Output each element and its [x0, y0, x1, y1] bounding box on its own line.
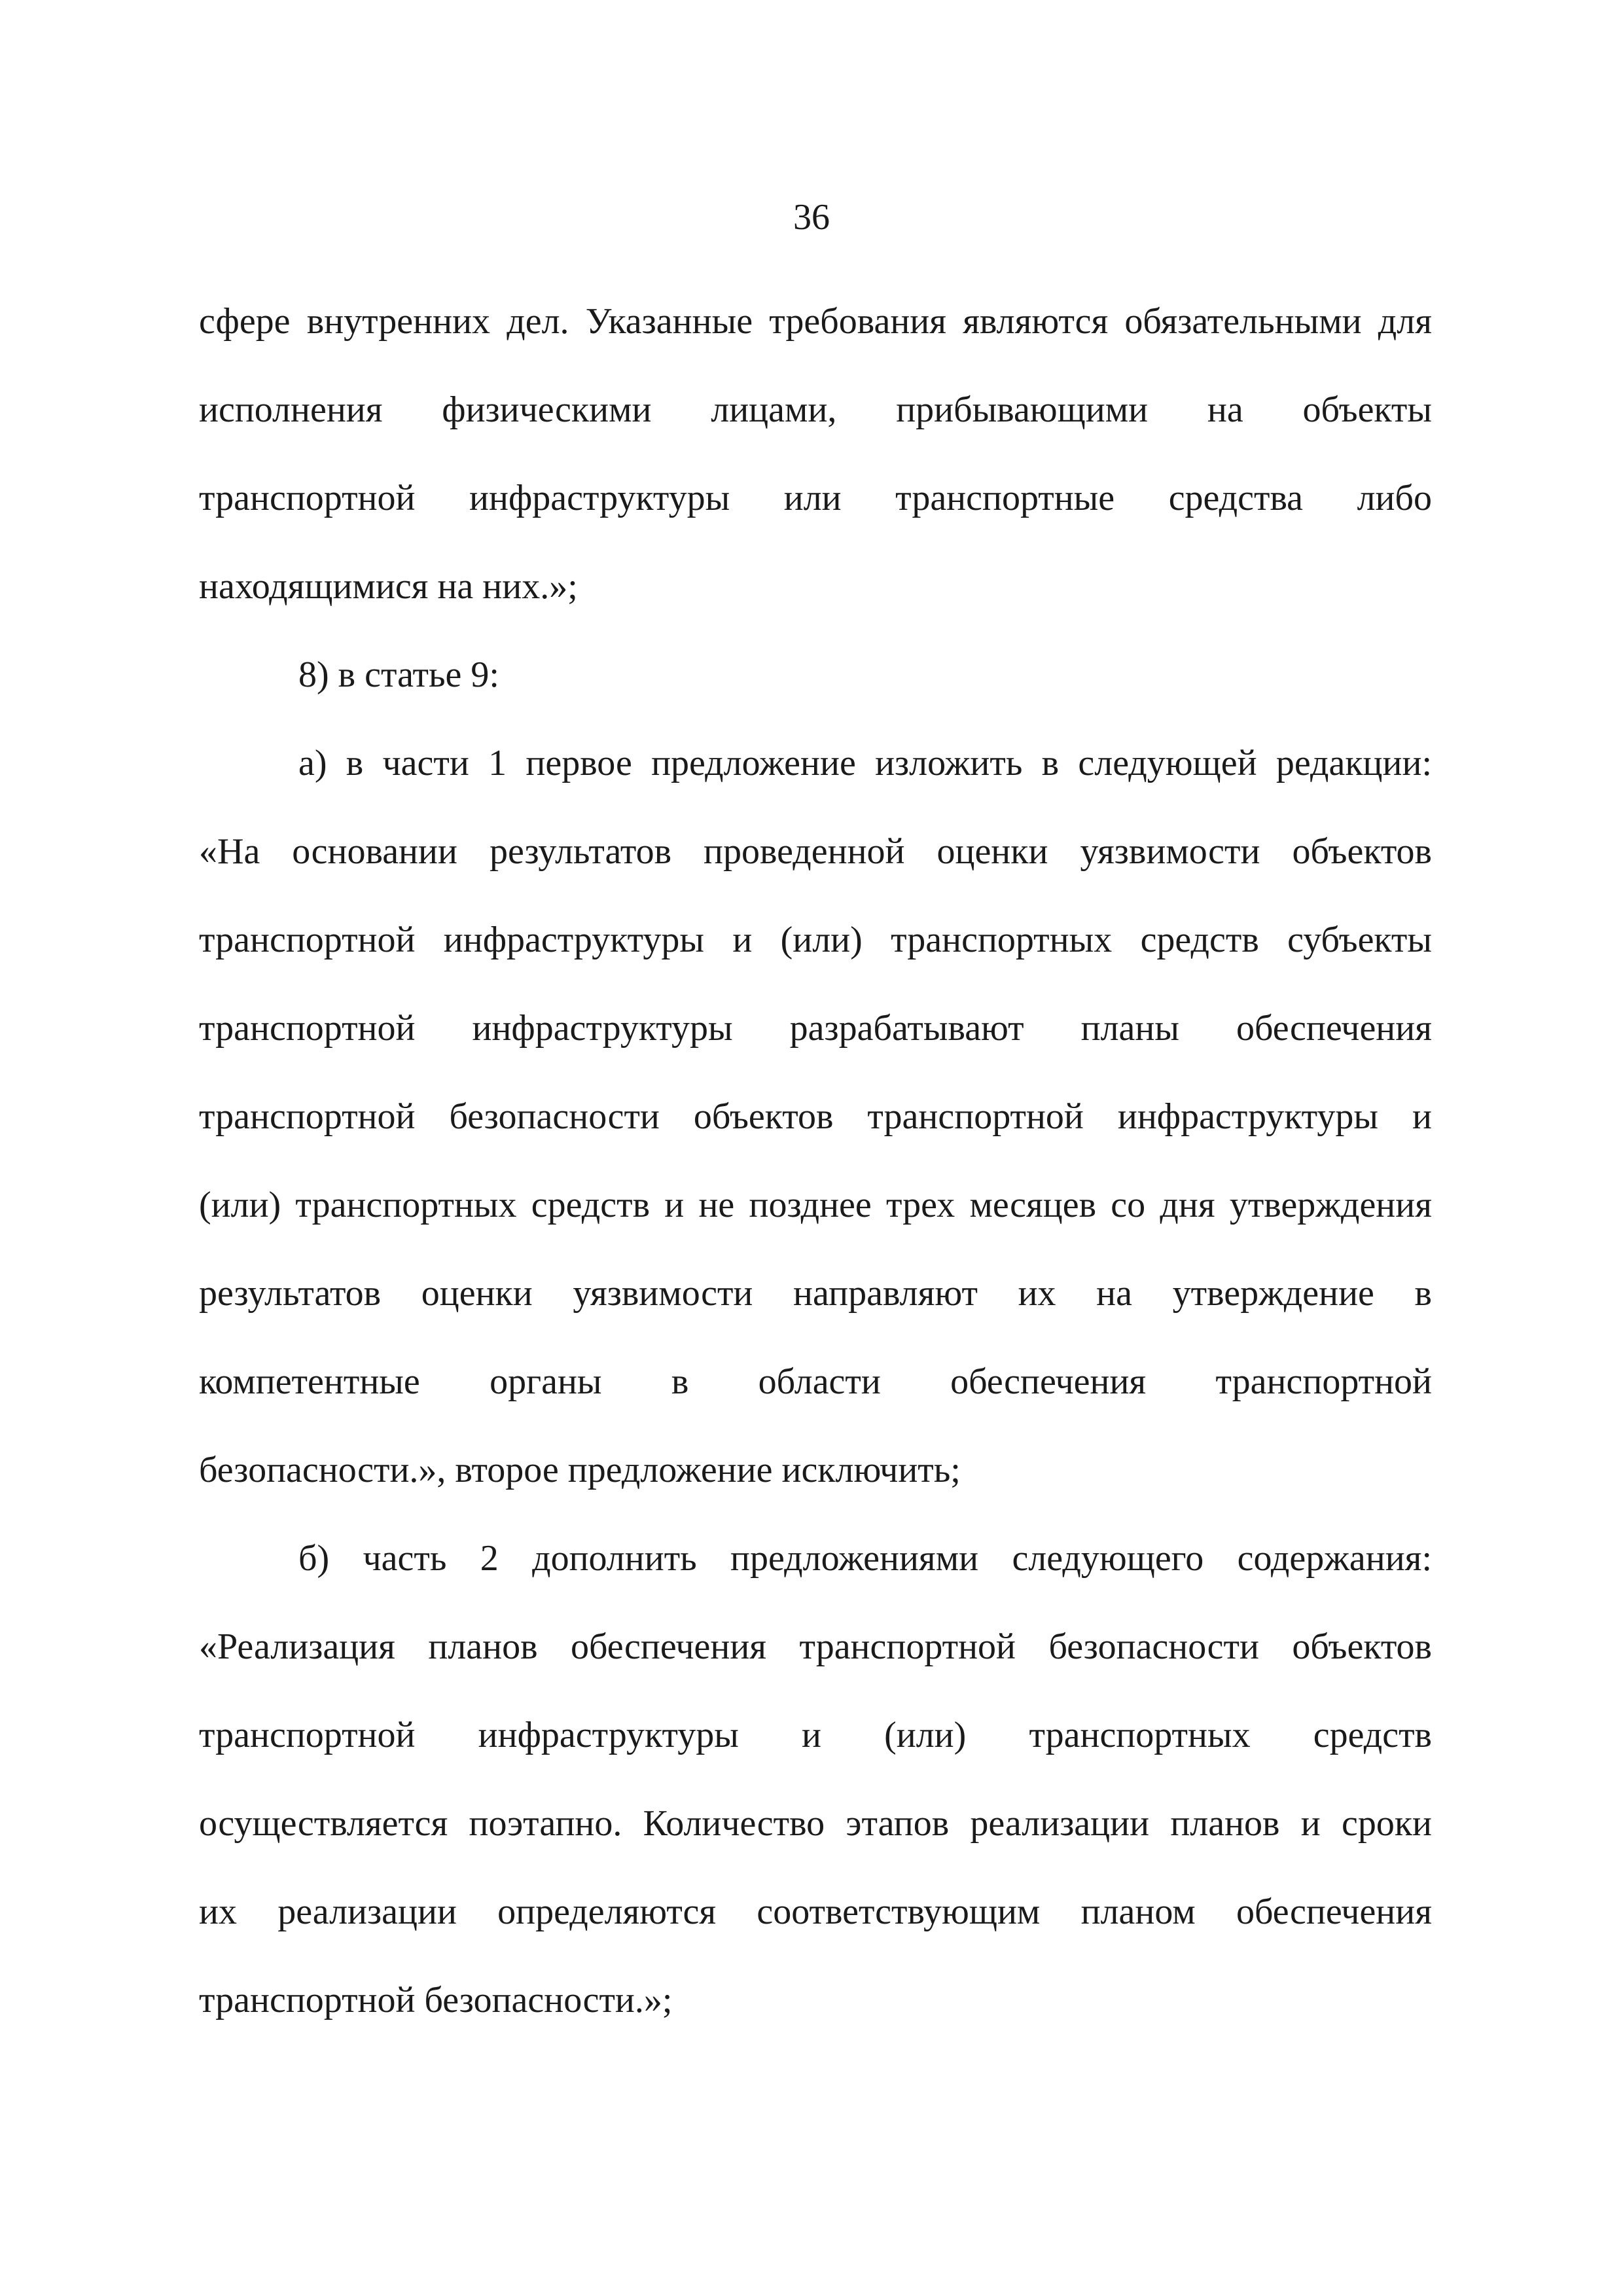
text-line: а) в части 1 первое предложение изложить в следующей редакции:	[298, 743, 1432, 783]
text-line: «Реализация планов обеспечения транспортной безопасности объектов	[199, 1626, 1432, 1667]
body-text	[199, 278, 1432, 2045]
text-line: транспортной инфраструктуры разрабатывают планы обеспечения	[199, 1008, 1432, 1049]
text-line: транспортной безопасности объектов транспортной инфраструктуры и	[199, 1096, 1432, 1137]
text-line: находящимися на них.»;	[199, 566, 578, 607]
text-line: транспортной инфраструктуры или транспортные средства либо	[199, 478, 1432, 518]
text-line: транспортной безопасности.»;	[199, 1980, 673, 2020]
text-line: (или) транспортных средств и не позднее трех месяцев со дня утверждения	[199, 1185, 1432, 1225]
text-line: компетентные органы в области обеспечения транспортной	[199, 1361, 1432, 1402]
text-line: их реализации определяются соответствующим планом обеспечения	[199, 1892, 1432, 1932]
text-line: результатов оценки уязвимости направляют их на утверждение в	[199, 1273, 1432, 1314]
text-line: 8) в статье 9:	[298, 655, 499, 695]
text-line: б) часть 2 дополнить предложениями следующего содержания:	[298, 1538, 1432, 1579]
page-number: 36	[793, 197, 830, 238]
text-line: безопасности.», второе предложение исключить;	[199, 1450, 961, 1490]
text-line: транспортной инфраструктуры и (или) транспортных средств	[199, 1715, 1432, 1755]
text-line: сфере внутренних дел. Указанные требования являются обязательными для	[199, 301, 1432, 342]
text-line: «На основании результатов проведенной оценки уязвимости объектов	[199, 831, 1432, 872]
text-line: транспортной инфраструктуры и (или) транспортных средств субъекты	[199, 920, 1432, 960]
text-line: исполнения физическими лицами, прибывающими на объекты	[199, 389, 1432, 430]
text-line: осуществляется поэтапно. Количество этапов реализации планов и сроки	[199, 1803, 1432, 1844]
